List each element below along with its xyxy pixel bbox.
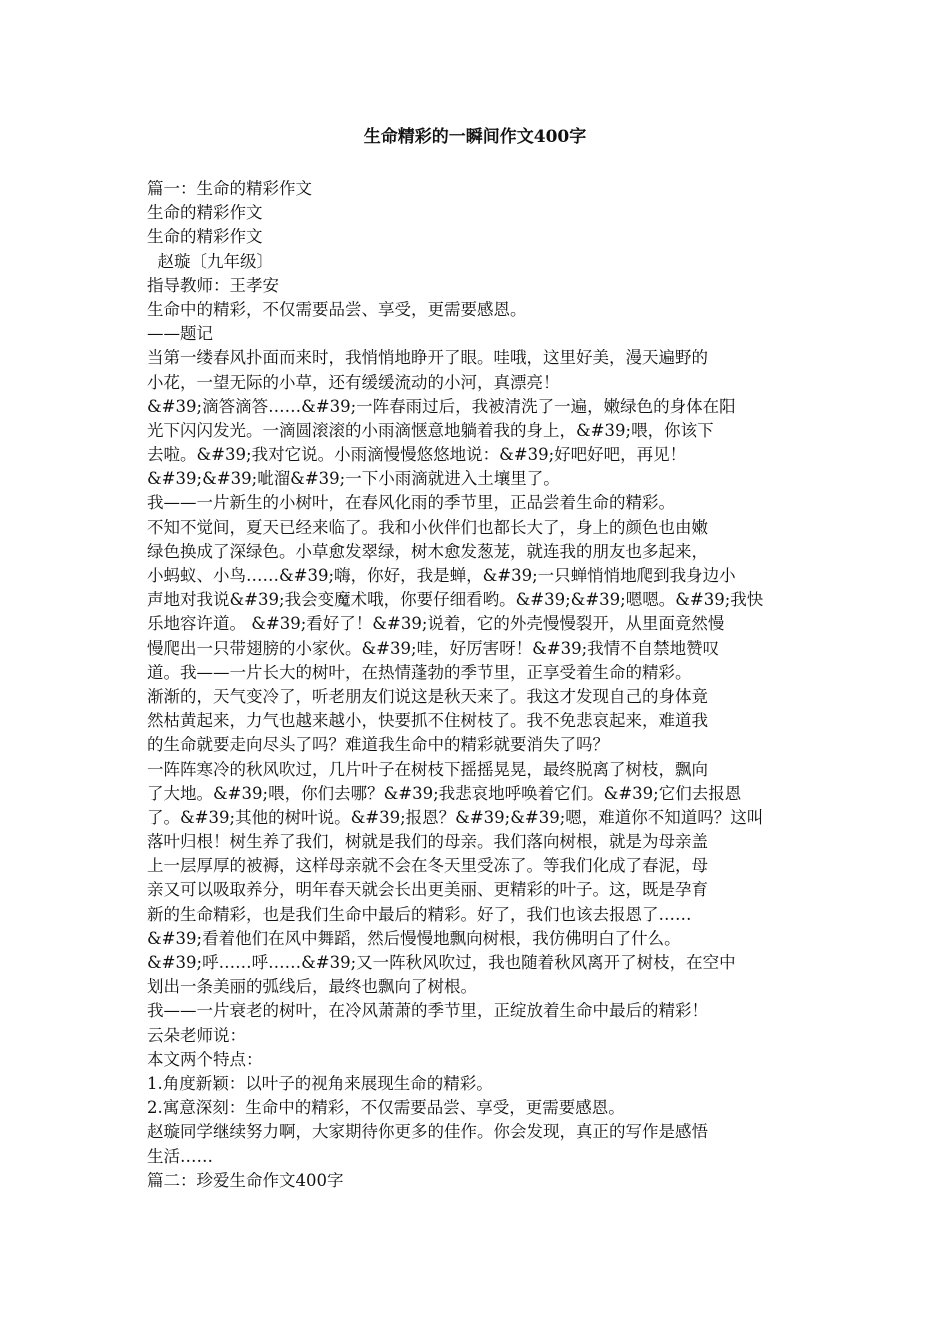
text-line: 1.角度新颖：以叶子的视角来展现生命的精彩。 (147, 1073, 493, 1093)
text-line: 绿色换成了深绿色。小草愈发翠绿，树木愈发葱茏，就连我的朋友也多起来， (147, 541, 708, 561)
text-line: 篇二：珍爱生命作文400字 (147, 1170, 344, 1190)
document-title: 生命精彩的一瞬间作文400字 (363, 127, 587, 147)
text-line: 当第一缕春风扑面而来时，我悄悄地睁开了眼。哇哦，这里好美，漫天遍野的 (147, 348, 708, 368)
text-line: 一阵阵寒冷的秋风吹过，几片叶子在树枝下摇摇晃晃，最终脱离了树枝，飘向 (147, 759, 708, 779)
text-line: 的生命就要走向尽头了吗？难道我生命中的精彩就要消失了吗？ (147, 735, 609, 755)
text-line: &#39;看着他们在风中舞蹈，然后慢慢地飘向树根，我仿佛明白了什么。 (147, 928, 681, 948)
text-line: 划出一条美丽的弧线后，最终也飘向了树根。 (147, 977, 477, 997)
text-line: &#39;滴答滴答……&#39;一阵春雨过后，我被清洗了一遍，嫩绿色的身体在阳 (147, 396, 736, 416)
text-line: 指导教师：王孝安 (147, 275, 279, 295)
text-line: &#39;呼……呼……&#39;又一阵秋风吹过，我也随着秋风离开了树枝，在空中 (147, 953, 736, 972)
text-line: 生活…… (147, 1146, 213, 1166)
text-line: 了大地。&#39;喂，你们去哪？&#39;我悲哀地呼唤着它们。&#39;它们去报恩 (147, 783, 742, 803)
text-line: 去啦。&#39;我对它说。小雨滴慢慢悠悠地说：&#39;好吧好吧，再见！ (147, 445, 687, 465)
text-line: 慢爬出一只带翅膀的小家伙。&#39;哇，好厉害呀！&#39;我情不自禁地赞叹 (147, 638, 720, 658)
text-line: 亲又可以吸取养分，明年春天就会长出更美丽、更精彩的叶子。这，既是孕育 (147, 880, 708, 900)
text-line: 2.寓意深刻：生命中的精彩，不仅需要品尝、享受，更需要感恩。 (147, 1098, 625, 1118)
text-line: 新的生命精彩，也是我们生命中最后的精彩。好了，我们也该去报恩了…… (147, 904, 692, 924)
text-line: 落叶归根！树生养了我们，树就是我们的母亲。我们落向树根，就是为母亲盖 (147, 832, 708, 852)
text-line: 赵璇同学继续努力啊，大家期待你更多的佳作。你会发现，真正的写作是感悟 (147, 1122, 708, 1142)
text-line: 上一层厚厚的被褥，这样母亲就不会在冬天里受冻了。等我们化成了春泥，母 (147, 856, 708, 876)
text-line: 渐渐的，天气变冷了，听老朋友们说这是秋天来了。我这才发现自己的身体竟 (147, 686, 708, 706)
text-line: 云朵老师说： (147, 1025, 246, 1045)
text-line: 我——一片衰老的树叶，在冷风萧萧的季节里，正绽放着生命中最后的精彩！ (147, 1001, 708, 1021)
text-line: 乐地容许道。 &#39;看好了！&#39;说着，它的外壳慢慢裂开，从里面竟然慢 (147, 614, 725, 634)
text-line: 生命中的精彩，不仅需要品尝、享受，更需要感恩。 (147, 299, 527, 319)
document-body (147, 177, 807, 1193)
text-line: 小花，一望无际的小草，还有缓缓流动的小河，真漂亮！ (147, 372, 560, 392)
text-line: 了。&#39;其他的树叶说。&#39;报恩？&#39;&#39;嗯，难道你不知道吗？这叫 (147, 807, 764, 827)
text-line: 然枯黄起来，力气也越来越小，快要抓不住树枝了。我不免悲哀起来，难道我 (147, 711, 708, 731)
text-line: 小蚂蚁、小鸟……&#39;嗨，你好，我是蝉，&#39;一只蝉悄悄地爬到我身边小 (147, 566, 736, 585)
text-line: 声地对我说&#39;我会变魔术哦，你要仔细看哟。&#39;&#39;嗯嗯。&#39;我快 (147, 590, 764, 610)
text-line: ——题记 (147, 324, 213, 344)
text-line: 道。我——一片长大的树叶，在热情蓬勃的季节里，正享受着生命的精彩。 (147, 662, 692, 682)
text-line: 篇一：生命的精彩作文 (147, 179, 312, 198)
text-line: 赵璇〔九年级〕 (147, 251, 273, 271)
text-line: 生命的精彩作文 (147, 203, 263, 223)
text-line: 不知不觉间，夏天已经来临了。我和小伙伴们也都长大了，身上的颜色也由嫩 (147, 517, 708, 537)
text-line: 我——一片新生的小树叶，在春风化雨的季节里，正品尝着生命的精彩。 (147, 493, 675, 513)
text-line: 本文两个特点： (147, 1049, 263, 1069)
text-line: 生命的精彩作文 (147, 227, 263, 247)
text-line: 光下闪闪发光。一滴圆滚滚的小雨滴惬意地躺着我的身上，&#39;喂，你该下 (147, 420, 714, 440)
text-line: &#39;&#39;呲溜&#39;一下小雨滴就进入土壤里了。 (147, 469, 560, 489)
